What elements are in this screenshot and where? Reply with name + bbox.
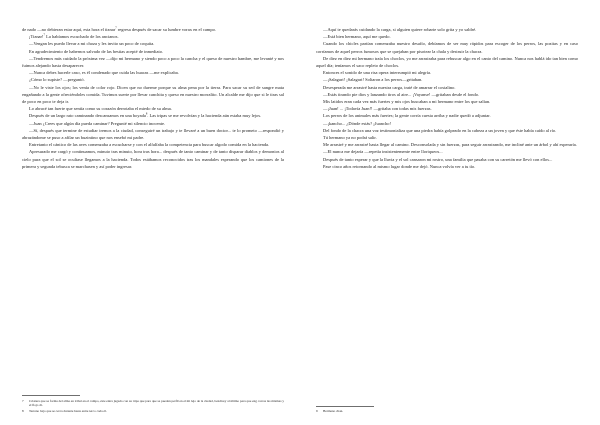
paragraph: Después de tanto esperar y que la lluvia y el sol cansaron mi rostro, una familia que pasaba con su carretón me llevó con ellos... (323, 156, 553, 162)
paragraph: —Vengan les puedo llevar a mi choza y les invito un poco de coquita. (29, 41, 155, 47)
footnote-item (22, 409, 284, 414)
paragraph: Me arrastré y me arrastré hasta llegar al camino. Desconsolada y sin fuerzas, para seguir arrastrando, me incliné ante un árbol y ahí esperaría. (323, 142, 577, 148)
paragraph: —¡Salagari! ¡Salagari! Soltaron a los perros—gritaban. (323, 77, 423, 83)
footnote-item (22, 399, 284, 409)
paragraph: Entretanto el cántico de las aves comenzaba a escucharse y con el alfalfaba la competencia para buscar algodo comida en la hacienda. (29, 142, 270, 148)
footnote-rule (316, 406, 374, 407)
paragraph: —Está bien hermano, aquí me quedo. (323, 34, 391, 40)
footnote-text: Terreno bajo que se cerca durante hasta entre terco cada él. (29, 409, 107, 414)
paragraph: —¡Juan! ... ¡Todavía Juan!! —gritaba con todas mis fuerzas. (323, 106, 432, 112)
paragraph: ¿Cómo lo supiste? —preguntó. (29, 77, 85, 83)
footnote-item (316, 409, 578, 414)
footnote-number: 8 (22, 409, 24, 414)
paragraph: ¡Tiznar!$^7$ La habíamos escuchado de los ancianos. (29, 32, 119, 40)
paragraph: Cuando los chicles partían comenzaba nuestro desafío, debíamos de ser muy rápidos para escoger de los perros, las pozitas y en caso corríamos de aquel perros fumosos que se quejaban por pisotear la chala y destruir la chacra. (316, 41, 578, 54)
paragraph: Lo abracé tan fuerte que sentía como su corazón derrotaba el miedo de su alma. (29, 106, 172, 112)
paragraph: Tú hermano ya no podrá salir. (323, 135, 377, 141)
footnote-text: Criatura que se forma del alma en tribal en el campo, éste entra jugada con su tripa que para que se puedan perfil en el mi lejo de la ciudad, bendicey al último para que eng carcas las mismas y el flojo di. (29, 398, 284, 408)
paragraph: Después de un largo rato caminando descansamos en una boyada$^8$. Las tripas se me revolvían y la hacienda aún estaba muy lejos. (29, 111, 262, 119)
paragraph: de nado —no debieran estar aquí, esta hora el tiznar$^7$ regresa después de sacar su lumbre vorax en el campo. (22, 25, 216, 32)
paragraph: Apresurado me cargó y continuamos, minuto tras minuto, hora tras hora... después de tanto caminar y de tanto disparar diablos y demonios al cielo pura que el sol se ocultase llegamos a la hacienda. Todos estábamos reconocidos tras los mandales esperando que los camiones de la primera y segunda tebusca se marchasen y así poder ingresar. (22, 149, 284, 169)
right-page-body (316, 26, 578, 402)
right-page (300, 26, 578, 415)
paragraph: Desesperada me arrastré hasta nuestra carga, traté de amarrar el costalino. (323, 84, 456, 90)
footnote-text: Hermano chan. (323, 409, 344, 414)
footnote-number: 9 (316, 409, 318, 414)
paragraph: —¡kancho... ¿Dónde estás? ¡Juancho! (323, 120, 391, 126)
left-page-footnotes (22, 391, 284, 415)
left-page (22, 26, 300, 415)
paragraph: En agradecimiento de habernos salvado de las bestias acepté de inmediato. (29, 48, 164, 54)
paragraph: Mis latidos eran cada vez más fuertes y mis ojos buscaban a mi hermano entre los que salían. (323, 99, 491, 105)
paragraph: —Tendremos más cuidado la próxima vez —dijo mi hermano y siendo poco a poco la cancha y el queso de nuestro hambre, me levanté y nos fuimos alejando hasta desaparecer. (22, 55, 284, 69)
paragraph: —No le viste los ojos; los venía de color rojo. Dicen que no duerme porque su alma pena por la tierra. Para sacar su sed de sangre mata engañando a la gente ofreciéndoles comida. Tuvimos suerte por llevar canchita y queso en nuestro morralito. Un alcalde me dijo que si le tiras sal de poco en poco te deja ir. (22, 84, 284, 105)
paragraph: Entonces el sonido de una risa opera interrumpió mi alegría. (323, 70, 432, 76)
footnote-rule (22, 395, 80, 396)
paragraph: —Juan ¿Crees que algún día pueda caminar? Pregunté mi silencio inocente. (29, 120, 166, 126)
paragraph: —Nunca debes hacerle caso, es él condenado que cuida las huacas —me explicaba. (29, 70, 179, 76)
paragraph: —Estás tirando pie dios y lanzando tiros al aire... ¡Vayanse! —gritaban desde el fondo. (323, 91, 480, 97)
paragraph: —Aquí te quedarás cuidando la carga, si alguien quiere robarte solo grita y yo saldré. (323, 27, 477, 32)
paragraph: —Sí, después que termine de estudiar iremos a la ciudad, conseguiré un trabajo y te llevaré a un buen doctor... te lo prometo —respondió y abrazándome se puso a afilar un buzintino que nos ensebó mi padre. (22, 127, 284, 141)
footnote-number: 7 (22, 398, 24, 403)
paragraph: De diez en diez mi hermano traía los choclos, yo me arrastraba para rebuscar algo en el canto del camino. Nunca nos hablá ido tan bien como aquel día; teníamos el saco repleto de choclos. (316, 55, 578, 69)
left-page-body (22, 26, 284, 391)
paragraph: Pase cinco años retornando al mismo lugar donde me dejó. Nunca volvía ver a tu tío. (323, 163, 476, 169)
spread-container (22, 26, 578, 415)
paragraph: Del fondo de la chacra una voz testimonializa que una piedra había golpeado en la cabeza a un joven y que éste había caído al río. (323, 127, 557, 133)
right-page-footnotes (316, 402, 578, 415)
paragraph: —El nunca me dejaría —repetía insistentemente entre lloriqueos... (323, 149, 443, 155)
paragraph: Los perros de los animales más fuertes; la gente corría cuesta arriba y nadie quedó a adjuntar. (323, 113, 491, 119)
